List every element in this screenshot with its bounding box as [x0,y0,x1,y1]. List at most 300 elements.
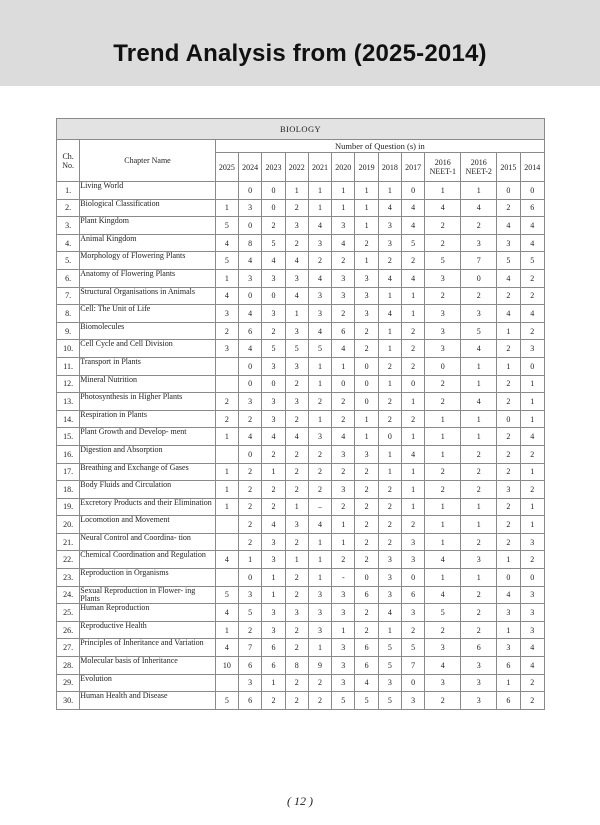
chapter-number: 27. [57,639,80,657]
question-count-cell: 2 [520,481,545,499]
question-count-cell: 2 [332,410,355,428]
year-header: 2023 [262,153,285,182]
table-row [57,287,545,305]
question-count-cell: 3 [308,604,331,622]
question-count-cell: 4 [497,586,520,604]
chapter-number: 23. [57,569,80,587]
question-count-cell: 3 [285,322,308,340]
chapter-name: Body Fluids and Circulation [80,481,215,499]
question-count-cell: 8 [239,234,262,252]
question-count-cell: 2 [262,217,285,235]
question-count-cell: 3 [239,586,262,604]
question-count-cell: 0 [520,182,545,200]
question-count-cell: 3 [355,269,378,287]
question-count-cell: 2 [497,445,520,463]
question-count-cell: 3 [332,674,355,692]
question-count-cell: 2 [425,375,461,393]
question-count-cell: 2 [355,516,378,534]
question-count-cell: 3 [285,357,308,375]
question-count-cell: 3 [378,569,401,587]
question-count-cell: 1 [285,498,308,516]
question-count-cell: 0 [355,569,378,587]
question-count-cell: 1 [262,674,285,692]
question-count-cell: 2 [402,516,425,534]
question-count-cell: 1 [402,498,425,516]
question-count-cell: 3 [215,305,238,323]
question-count-cell: 3 [402,692,425,710]
question-count-cell: 3 [285,269,308,287]
chapter-number: 4. [57,234,80,252]
question-count-cell: 2 [332,551,355,569]
table-row [57,639,545,657]
question-count-cell: 2 [239,621,262,639]
question-count-cell: 1 [332,533,355,551]
chapter-name: Neural Control and Coordina- tion [80,533,215,551]
table-row [57,463,545,481]
question-count-cell: 1 [215,269,238,287]
table-row [57,657,545,675]
question-count-cell: 2 [262,445,285,463]
question-count-cell: 2 [497,463,520,481]
question-count-cell: 2 [285,621,308,639]
question-count-cell: 3 [262,357,285,375]
question-count-cell: 5 [215,586,238,604]
question-count-cell: 0 [239,287,262,305]
question-count-cell: 4 [262,252,285,270]
question-count-cell: 4 [497,217,520,235]
chapter-number: 3. [57,217,80,235]
question-count-cell: 4 [425,586,461,604]
question-count-cell [215,445,238,463]
question-count-cell: 2 [378,498,401,516]
question-count-cell: 3 [461,657,497,675]
question-count-cell: 9 [308,657,331,675]
question-count-cell: 4 [425,551,461,569]
question-count-cell: 1 [308,533,331,551]
chapter-name: Animal Kingdom [80,234,215,252]
question-count-cell: 3 [332,586,355,604]
chapter-name: Anatomy of Flowering Plants [80,269,215,287]
question-count-cell: 3 [355,287,378,305]
question-count-cell: 2 [402,340,425,358]
year-header: 2014 [520,153,545,182]
question-count-cell: 4 [402,217,425,235]
chapter-name: Photosynthesis in Higher Plants [80,393,215,411]
chapter-name: Principles of Inheritance and Variation [80,639,215,657]
chapter-number: 11. [57,357,80,375]
question-count-cell: 1 [520,410,545,428]
question-count-cell: 3 [461,305,497,323]
question-count-cell: 2 [461,604,497,622]
question-count-cell: - [332,569,355,587]
question-count-cell: 2 [520,322,545,340]
chapter-name: Chemical Coordination and Regulation [80,551,215,569]
question-count-cell: 4 [285,252,308,270]
question-count-cell: 2 [285,674,308,692]
question-count-cell [215,533,238,551]
question-count-cell: 3 [332,287,355,305]
question-count-cell: 2 [308,393,331,411]
question-count-cell: 3 [402,604,425,622]
question-count-cell: 2 [378,533,401,551]
chapter-name: Molecular basis of Inheritance [80,657,215,675]
question-count-cell: 2 [332,463,355,481]
question-count-cell: 2 [497,516,520,534]
question-count-cell: 2 [461,463,497,481]
question-count-cell: 3 [332,657,355,675]
question-count-cell: 0 [239,569,262,587]
chapter-number: 2. [57,199,80,217]
year-header: 2021 [308,153,331,182]
chapter-name: Sexual Reproduction in Flower- ing Plants [80,586,215,604]
question-count-cell: 2 [520,551,545,569]
chapter-name: Respiration in Plants [80,410,215,428]
question-count-cell: 2 [285,533,308,551]
question-count-cell: 1 [497,322,520,340]
question-count-cell: 4 [520,217,545,235]
question-count-cell: 3 [520,340,545,358]
question-count-cell: 1 [308,639,331,657]
question-count-cell: 3 [262,551,285,569]
question-count-cell: 5 [402,234,425,252]
chapter-number: 12. [57,375,80,393]
question-count-cell: 5 [215,692,238,710]
question-count-cell: 0 [497,410,520,428]
table-row [57,481,545,499]
question-count-cell: 0 [355,357,378,375]
chapter-number: 5. [57,252,80,270]
page-title: Trend Analysis from (2025-2014) [113,40,487,67]
question-count-cell: 1 [355,428,378,446]
question-count-cell: 0 [402,674,425,692]
question-count-cell: 2 [520,445,545,463]
question-count-cell: 4 [285,287,308,305]
question-count-cell: 3 [497,481,520,499]
question-count-cell: 1 [262,586,285,604]
question-count-cell: 2 [461,217,497,235]
question-count-cell: 2 [285,445,308,463]
question-count-cell: 7 [239,639,262,657]
table-row [57,182,545,200]
question-count-cell: 1 [402,393,425,411]
question-count-cell: 2 [239,481,262,499]
question-count-cell: 5 [239,604,262,622]
question-count-cell: 0 [378,428,401,446]
question-count-cell: 1 [378,287,401,305]
question-count-cell: 3 [239,199,262,217]
question-count-cell: 2 [285,199,308,217]
question-count-cell: 2 [215,322,238,340]
question-count-cell: 1 [239,551,262,569]
question-count-cell: 1 [285,305,308,323]
question-count-cell: 5 [262,234,285,252]
year-header: 2017 [402,153,425,182]
year-header: 2018 [378,153,401,182]
table-row [57,586,545,604]
table-row [57,305,545,323]
question-count-cell: 1 [215,428,238,446]
question-count-cell: 3 [378,217,401,235]
question-count-cell: 0 [355,393,378,411]
question-count-cell: 1 [308,199,331,217]
question-count-cell: 4 [215,551,238,569]
page-number: ( 12 ) [287,794,313,808]
question-count-cell: 4 [520,639,545,657]
question-count-cell: 6 [239,692,262,710]
question-count-cell: 3 [308,586,331,604]
question-count-cell: 4 [520,428,545,446]
chapter-name: Cell Cycle and Cell Division [80,340,215,358]
question-count-cell: 3 [262,533,285,551]
question-count-cell: 2 [332,393,355,411]
question-count-cell: 3 [425,305,461,323]
question-count-cell: 4 [215,604,238,622]
question-count-cell: 3 [402,551,425,569]
question-count-cell [215,375,238,393]
question-count-cell: 2 [262,322,285,340]
table-row [57,234,545,252]
question-count-cell: 6 [262,657,285,675]
question-count-cell: 0 [262,199,285,217]
question-count-cell: 1 [262,463,285,481]
chapter-number: 9. [57,322,80,340]
question-count-cell: 1 [285,182,308,200]
question-count-cell: 1 [308,375,331,393]
question-count-cell: 3 [461,234,497,252]
question-count-cell: 6 [355,639,378,657]
question-count-cell: 5 [378,692,401,710]
question-count-cell: 0 [520,569,545,587]
question-count-cell: 2 [461,287,497,305]
question-count-cell: 2 [262,481,285,499]
question-count-cell: 4 [332,428,355,446]
question-count-group-header: Number of Question (s) in [215,140,544,153]
question-count-cell: 4 [378,269,401,287]
question-count-cell: 0 [239,357,262,375]
question-count-cell: 2 [332,498,355,516]
chapter-name: Evolution [80,674,215,692]
chapter-number: 8. [57,305,80,323]
question-count-cell: 4 [402,445,425,463]
question-count-cell: 2 [497,340,520,358]
question-count-cell: 2 [332,252,355,270]
question-count-cell: 1 [378,445,401,463]
question-count-cell: 0 [332,375,355,393]
question-count-cell: 3 [461,551,497,569]
question-count-cell: 2 [285,692,308,710]
question-count-cell: 2 [425,217,461,235]
question-count-cell: 2 [402,357,425,375]
question-count-cell: 2 [378,410,401,428]
question-count-cell: 3 [520,533,545,551]
question-count-cell: 10 [215,657,238,675]
chapter-name: Breathing and Exchange of Gases [80,463,215,481]
table-row [57,621,545,639]
question-count-cell: 3 [425,322,461,340]
question-count-cell: 1 [461,410,497,428]
chapter-number: 17. [57,463,80,481]
question-count-cell: 4 [520,234,545,252]
chapter-number: 20. [57,516,80,534]
question-count-cell: 6 [332,322,355,340]
question-count-cell: 4 [378,604,401,622]
chapter-number: 18. [57,481,80,499]
question-count-cell: 1 [378,375,401,393]
chapter-name: Biomolecules [80,322,215,340]
question-count-cell: 2 [461,586,497,604]
question-count-cell: 1 [215,621,238,639]
chapter-number: 10. [57,340,80,358]
chapter-name: Morphology of Flowering Plants [80,252,215,270]
chapter-name: Reproductive Health [80,621,215,639]
chapter-name: Cell: The Unit of Life [80,305,215,323]
question-count-cell: 2 [285,375,308,393]
chapter-number: 24. [57,586,80,604]
question-count-cell: 2 [355,463,378,481]
question-count-cell: 2 [239,533,262,551]
question-count-cell: 4 [308,322,331,340]
question-count-cell: 3 [308,234,331,252]
chapter-name: Excretory Products and their Elimination [80,498,215,516]
question-count-cell: 4 [332,234,355,252]
question-count-cell: 1 [461,428,497,446]
subject-heading: BIOLOGY [57,119,545,140]
question-count-cell: 1 [378,463,401,481]
question-count-cell: 2 [461,481,497,499]
question-count-cell: 3 [402,533,425,551]
question-count-cell: 7 [402,657,425,675]
question-count-cell: 3 [520,586,545,604]
question-count-cell: 3 [332,481,355,499]
question-count-cell: 3 [461,692,497,710]
question-count-cell: 2 [461,533,497,551]
question-count-cell: 3 [285,217,308,235]
question-count-cell: 0 [402,375,425,393]
year-header: 2025 [215,153,238,182]
question-count-cell: 4 [520,657,545,675]
chapter-number: 21. [57,533,80,551]
question-count-cell: 5 [520,252,545,270]
question-count-cell: 2 [308,463,331,481]
chapter-number: 22. [57,551,80,569]
question-count-cell: 3 [378,234,401,252]
question-count-cell: 3 [285,393,308,411]
question-count-cell: 3 [497,604,520,622]
table-row [57,428,545,446]
year-header: 2016 NEET-1 [425,153,461,182]
question-count-cell: 0 [239,182,262,200]
question-count-cell: 4 [461,199,497,217]
question-count-cell: 1 [355,217,378,235]
table-row [57,569,545,587]
question-count-cell: 2 [402,252,425,270]
question-count-cell: 1 [402,287,425,305]
question-count-cell: 1 [332,516,355,534]
year-header: 2016 NEET-2 [461,153,497,182]
question-count-cell: 3 [285,516,308,534]
question-count-cell: 1 [355,252,378,270]
question-count-cell: 2 [378,357,401,375]
question-count-cell: 0 [239,217,262,235]
chapter-number: 1. [57,182,80,200]
chapter-name: Human Reproduction [80,604,215,622]
question-count-cell: 4 [308,516,331,534]
question-count-cell: 6 [355,586,378,604]
question-count-cell [215,182,238,200]
question-count-cell: 3 [308,305,331,323]
question-count-cell: 2 [425,234,461,252]
question-count-cell: 3 [262,269,285,287]
question-count-cell: 3 [378,551,401,569]
question-count-cell: 3 [332,217,355,235]
chapter-number: 16. [57,445,80,463]
table-row [57,445,545,463]
question-count-cell: 4 [497,305,520,323]
question-count-cell: 2 [378,252,401,270]
question-count-cell: 1 [461,375,497,393]
question-count-cell: 2 [308,445,331,463]
question-count-cell: 1 [497,357,520,375]
question-count-cell: 0 [262,375,285,393]
question-count-cell: 1 [308,182,331,200]
question-count-cell: 1 [332,621,355,639]
question-count-cell: 0 [497,569,520,587]
question-count-cell: 1 [355,199,378,217]
question-count-cell: 2 [308,674,331,692]
question-count-cell: 5 [461,322,497,340]
question-count-cell: 5 [378,657,401,675]
question-count-cell: 3 [378,674,401,692]
question-count-cell [215,516,238,534]
question-count-cell: 1 [497,674,520,692]
table-row [57,498,545,516]
question-count-cell: 6 [461,639,497,657]
question-count-cell: 2 [378,481,401,499]
question-count-cell: 2 [425,692,461,710]
question-count-cell: 3 [262,621,285,639]
question-count-cell: 3 [497,234,520,252]
question-count-cell: 2 [378,393,401,411]
question-count-cell: 0 [402,182,425,200]
question-count-cell: 5 [402,639,425,657]
table-row [57,516,545,534]
question-count-cell: 0 [262,287,285,305]
question-count-cell: 2 [355,340,378,358]
question-count-cell: 3 [262,305,285,323]
question-count-cell: 5 [425,604,461,622]
question-count-cell: 1 [355,410,378,428]
question-count-cell: 4 [239,340,262,358]
question-count-cell: 4 [461,393,497,411]
question-count-cell: 3 [461,674,497,692]
question-count-cell: 2 [355,551,378,569]
question-count-cell: 2 [285,234,308,252]
question-count-cell: 1 [332,199,355,217]
question-count-cell: 2 [355,481,378,499]
question-count-cell: 1 [425,445,461,463]
question-count-cell: 0 [497,182,520,200]
question-count-cell: 2 [497,533,520,551]
table-row [57,375,545,393]
question-count-cell: 4 [378,305,401,323]
question-count-cell: 6 [239,322,262,340]
question-count-cell: 4 [239,305,262,323]
question-count-cell: 3 [520,604,545,622]
question-count-cell: 1 [520,375,545,393]
table-row [57,604,545,622]
question-count-cell: 3 [262,393,285,411]
question-count-cell: 5 [378,639,401,657]
